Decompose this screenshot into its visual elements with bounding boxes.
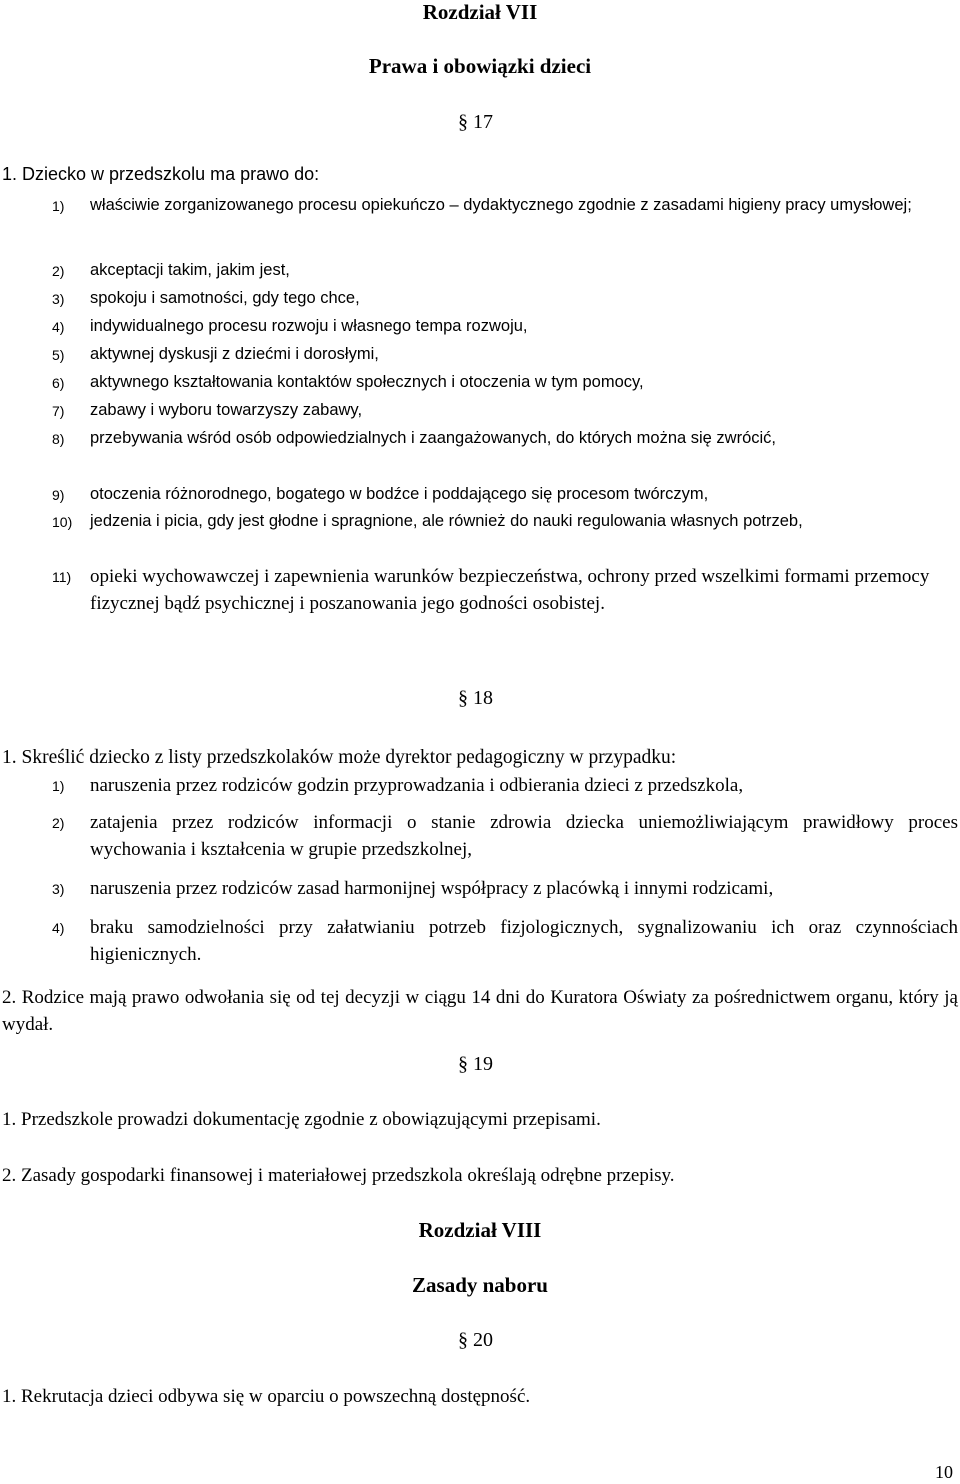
list-item-number: 7) — [52, 403, 65, 419]
list-item-text: naruszenia przez rodziców godzin przyprowadzania i odbierania dzieci z przedszkola, — [90, 775, 744, 796]
list-item-text: jedzenia i picia, gdy jest głodne i spragnione, ale również do nauki regulowania własnych potrzeb, — [90, 512, 803, 530]
list-item-text: zabawy i wyboru towarzyszy zabawy, — [90, 401, 363, 419]
list-item-text: właściwie zorganizowanego procesu opiekuńczo – dydaktycznego zgodnie z zasadami higieny pracy umysłowej; — [90, 196, 912, 214]
section-18-point-2: 2. Rodzice mają prawo odwołania się od tej decyzji w ciągu 14 dni do Kuratora Oświaty za pośrednictwem organu, który ją wydał. — [2, 987, 958, 1035]
list-item-text: spokoju i samotności, gdy tego chce, — [90, 289, 360, 307]
list-item-number: 5) — [52, 347, 65, 363]
section-18-number: § 18 — [458, 687, 493, 709]
section-19-number: § 19 — [458, 1053, 493, 1075]
list-item-number: 3) — [52, 291, 65, 307]
section-17-number: § 17 — [458, 111, 493, 133]
list-item-number: 8) — [52, 431, 65, 447]
list-item-number: 10) — [52, 514, 73, 530]
list-item-number: 6) — [52, 375, 65, 391]
list-item-text: opieki wychowawczej i zapewnienia warunków bezpieczeństwa, ochrony przed wszelkimi formami przemocy fizycznej bądź psychicznej i poszanowania jego godności osobistej. — [90, 566, 930, 614]
list-item-text: przebywania wśród osób odpowiedzialnych i zaangażowanych, do których można się zwrócić, — [90, 429, 777, 447]
list-item-number: 4) — [52, 920, 65, 936]
list-item-number: 1) — [52, 778, 65, 794]
list-item-text: aktywnej dyskusji z dziećmi i dorosłymi, — [90, 345, 379, 363]
list-item-text: indywidualnego procesu rozwoju i własnego tempa rozwoju, — [90, 317, 528, 335]
page-number: 10 — [935, 1462, 953, 1482]
chapter-8-title: Rozdział VIII — [418, 1218, 542, 1242]
section-18-intro: 1. Skreślić dziecko z listy przedszkolaków może dyrektor pedagogiczny w przypadku: — [2, 747, 677, 768]
chapter-7-subtitle: Prawa i obowiązki dzieci — [368, 54, 592, 78]
list-item-number: 2) — [52, 815, 65, 831]
chapter-7-title: Rozdział VII — [422, 0, 538, 24]
chapter-8-subtitle: Zasady naboru — [412, 1273, 548, 1297]
list-item-text: otoczenia różnorodnego, bogatego w bodźce i poddającego się procesom twórczym, — [90, 485, 709, 503]
list-item-number: 2) — [52, 263, 65, 279]
list-item-number: 11) — [52, 569, 72, 585]
list-item-number: 1) — [52, 198, 65, 214]
list-item-text: zatajenia przez rodziców informacji o stanie zdrowia dziecka uniemożliwiającym prawidłowy proces wychowania i kształcenia w grupie przedszkolnej, — [90, 812, 958, 860]
list-item-text: aktywnego kształtowania kontaktów społecznych i otoczenia w tym pomocy, — [90, 373, 644, 391]
list-item-text: braku samodzielności przy załatwianiu potrzeb fizjologicznych, sygnalizowaniu ich oraz czynnościach higienicznych. — [90, 917, 958, 965]
section-20-point-1: 1. Rekrutacja dzieci odbywa się w oparciu o powszechną dostępność. — [2, 1386, 531, 1407]
section-19-point-2: 2. Zasady gospodarki finansowej i materiałowej przedszkola określają odrębne przepisy. — [2, 1165, 675, 1186]
section-20-number: § 20 — [458, 1329, 493, 1351]
list-item-number: 4) — [52, 319, 65, 335]
list-item-number: 9) — [52, 487, 65, 503]
list-item-text: akceptacji takim, jakim jest, — [90, 261, 290, 279]
list-item-text: naruszenia przez rodziców zasad harmonijnej współpracy z placówką i innymi rodzicami, — [90, 878, 774, 899]
section-19-point-1: 1. Przedszkole prowadzi dokumentację zgodnie z obowiązującymi przepisami. — [2, 1109, 601, 1130]
section-17-intro: 1. Dziecko w przedszkolu ma prawo do: — [2, 164, 320, 184]
list-item-number: 3) — [52, 881, 65, 897]
